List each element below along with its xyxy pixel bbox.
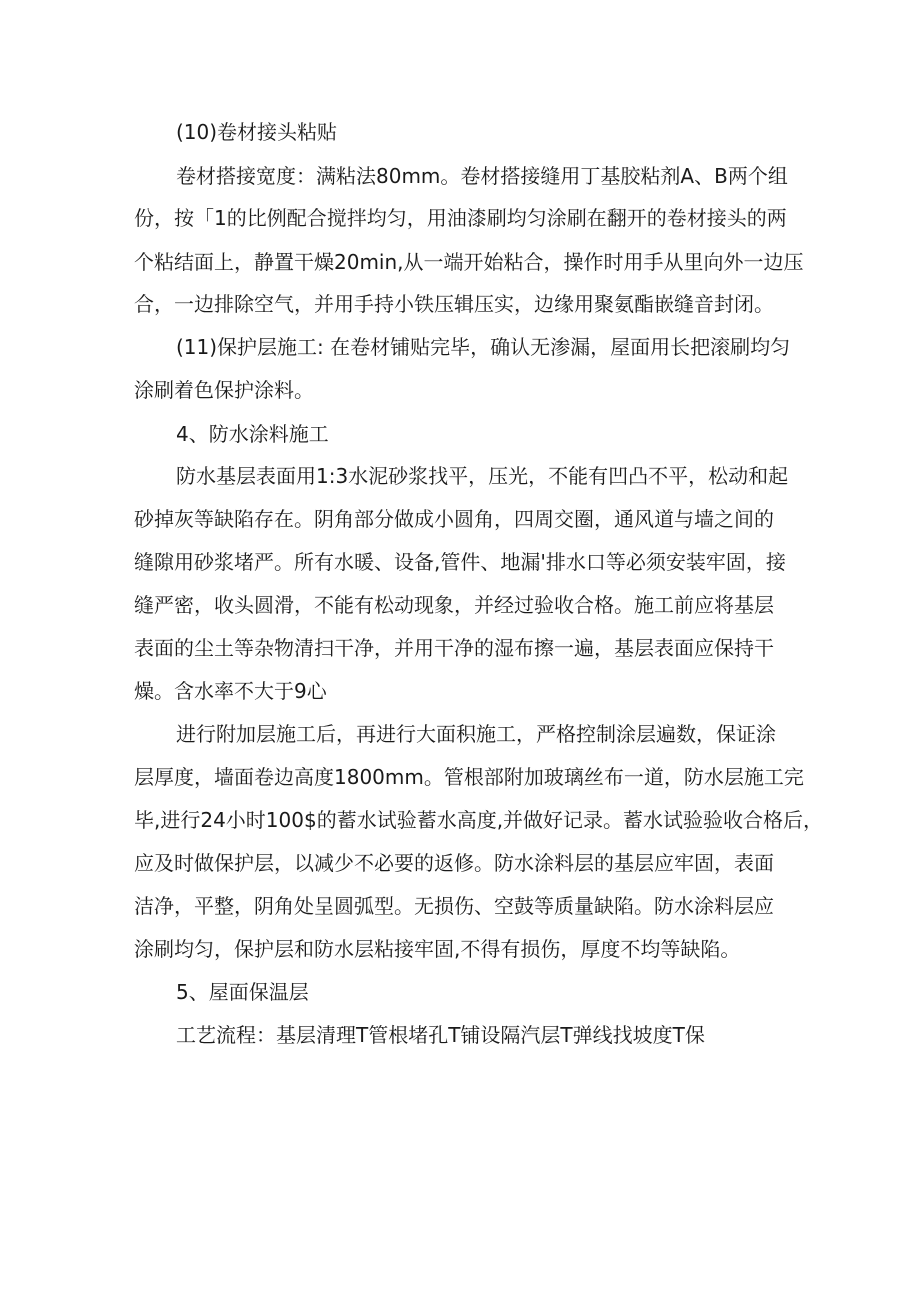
paragraph-line: 合，一边排除空气，并用手持小铁压辑压实，边缘用聚氨酯嵌缝音封闭。 <box>134 292 774 316</box>
paragraph-line: 涂刷均匀，保护层和防水层粘接牢固,不得有损伤，厚度不均等缺陷。 <box>134 937 741 961</box>
paragraph-line: 燥。含水率不大于9心 <box>134 679 327 703</box>
heading-11: (11)保护层施工: 在卷材铺贴完毕，确认无渗漏，屋面用长把滚刷均匀 <box>176 335 791 359</box>
paragraph-line: 工艺流程：基层清理T管根堵孔T铺设隔汽层T弹线找坡度T保 <box>176 1023 705 1047</box>
paragraph-line: 洁净，平整，阴角处呈圆弧型。无损伤、空鼓等质量缺陷。防水涂料层应 <box>134 894 774 918</box>
paragraph-line: 防水基层表面用1:3水泥砂浆找平，压光，不能有凹凸不平，松动和起 <box>176 464 789 488</box>
paragraph-line: 表面的尘土等杂物清扫干净，并用干净的湿布擦一遍，基层表面应保持干 <box>134 636 774 660</box>
paragraph-line: 进行附加层施工后，再进行大面积施工，严格控制涂层遍数，保证涂 <box>176 722 776 746</box>
paragraph-line: 缝隙用砂浆堵严。所有水暖、设备,管件、地漏'排水口等必须安装牢固，接 <box>134 550 786 574</box>
paragraph-line: 涂刷着色保护涂料。 <box>134 378 314 402</box>
paragraph-line: 卷材搭接宽度：满粘法80mm。卷材搭接缝用丁基胶粘剂A、B两个组 <box>176 164 788 188</box>
paragraph-line: 应及时做保护层，以减少不必要的返修。防水涂料层的基层应牢固，表面 <box>134 851 774 875</box>
section-heading-5: 5、屋面保温层 <box>176 980 309 1004</box>
paragraph-line: 个粘结面上，静置干燥20min,从一端开始粘合，操作时用手从里向外一边压 <box>134 250 804 274</box>
paragraph-line: 毕,进行24小时100$的蓄水试验蓄水高度,并做好记录。蓄水试验验收合格后， <box>134 808 824 832</box>
paragraph-line: 缝严密，收头圆滑，不能有松动现象，并经过验收合格。施工前应将基层 <box>134 593 774 617</box>
paragraph-line: 砂掉灰等缺陷存在。阴角部分做成小圆角，四周交圈，通风道与墙之间的 <box>134 507 774 531</box>
heading-10: (10)卷材接头粘贴 <box>176 120 338 144</box>
section-heading-4: 4、防水涂料施工 <box>176 422 329 446</box>
paragraph-line: 份，按「1的比例配合搅拌均匀，用油漆刷均匀涂刷在翻开的卷材接头的两 <box>134 206 787 230</box>
paragraph-line: 层厚度，墙面卷边高度1800mm。管根部附加玻璃丝布一道，防水层施工完 <box>134 765 804 789</box>
